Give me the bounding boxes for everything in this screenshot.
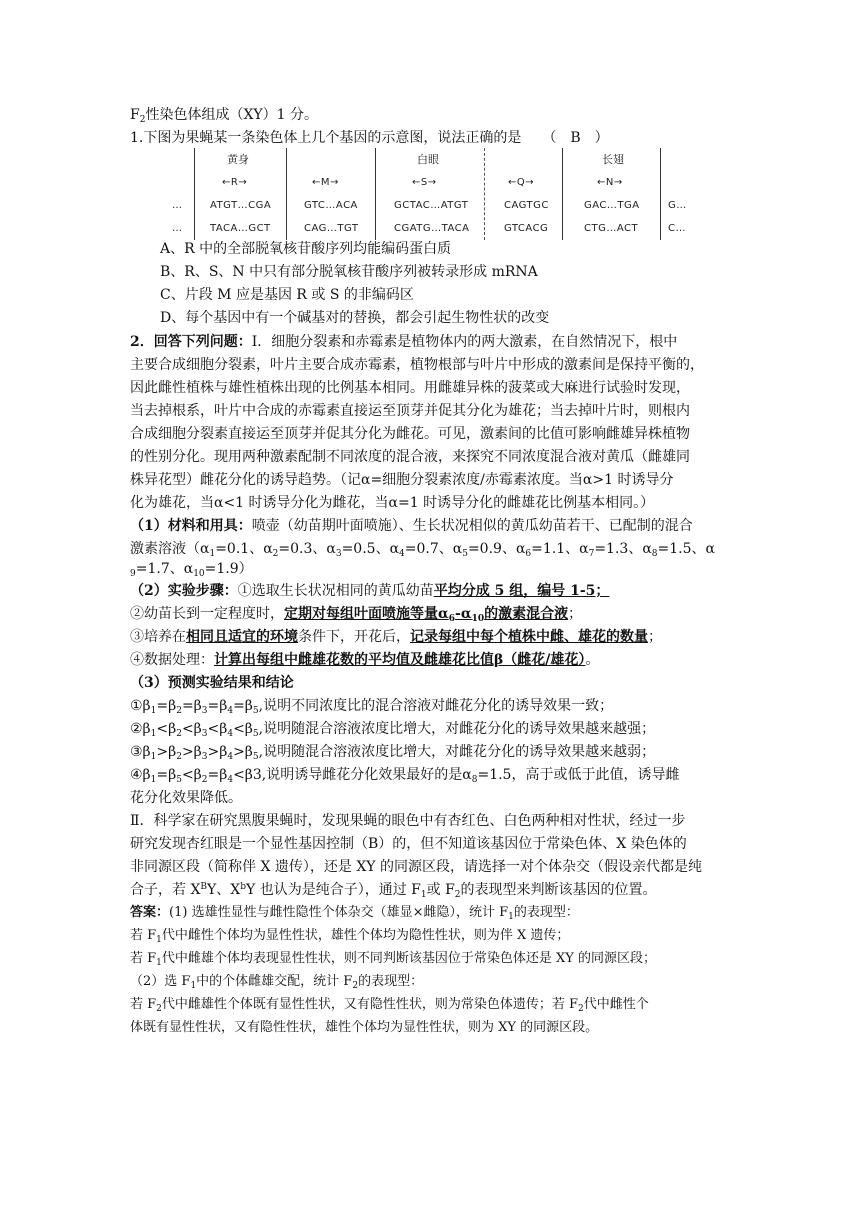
text: =1.5，高于或低于此值，诱导雌 [477, 767, 680, 783]
text: 喷壶（幼苗期叶面喷施）、生长状况相似的黄瓜幼苗若干、已配制的混合 [251, 518, 693, 534]
text: 若 F [130, 928, 157, 943]
answer-6: 体既有显性性状，又有隐性性状，雄性个体均为显性性状，则为 XY 的同源区段。 [130, 1020, 599, 1035]
option-d: D、每个基因中有一个碱基对的替换，都会引起生物性状的改变 [160, 310, 550, 326]
boundary-line [375, 148, 376, 240]
boundary-line [484, 148, 485, 240]
segment-label: ←N→ [597, 177, 623, 188]
answer-5: 若 $F_2$代中雌雄性个体既有显性性状，又有隐性性状，则为常染色体遗传；若 $F_2$代中雌性个 [130, 997, 649, 1014]
result-3: $③\beta_1>\beta_2>\beta_3>\beta_4>\beta_5$,说明随混合溶液浓度比增大，对雌花分化的诱导效果越来越弱； [130, 744, 656, 762]
boundary-line [562, 148, 563, 240]
text: 说明随混合溶液浓度比增大，对雌花分化的诱导效果越来越弱； [263, 744, 656, 760]
answer-text: 平均分成 5 组，编号 1-5； [433, 583, 610, 599]
segment-label: ←M→ [312, 177, 339, 188]
text: Y、X [207, 882, 241, 898]
q2-paragraph-line: 的性别分化。现用两种激素配制不同浓度的混合液，来探究不同浓度混合液对黄瓜（雌雄同 [130, 449, 690, 465]
text: 中的个体雌雄交配，统计 F [196, 974, 353, 989]
section-title: （2）实验步骤： [130, 583, 238, 599]
q2-paragraph-line: 主要合成细胞分裂素，叶片主要合成赤霉素，植物根部与叶片中形成的激素间是保持平衡的， [130, 357, 704, 373]
results-title: （3）预测实验结果和结论 [130, 675, 294, 691]
answer-2: 若 $F_1$代中雌性个体均为显性性状，雄性个体均为隐性性状，则为伴 X 遗传； [130, 928, 570, 945]
strand-seq: CTG…ACT [584, 223, 639, 234]
text: 的表现型： [513, 905, 579, 920]
strand-seq: CGATG…TACA [394, 223, 470, 234]
gene-name: 长翅 [602, 153, 624, 166]
text: 说明不同浓度比的混合溶液对雌花分化的诱导效果一致； [263, 698, 614, 714]
step-3 [130, 626, 730, 648]
q2-paragraph-line: 当去掉根系，叶片中合成的赤霉素直接运至顶芽并促其分化为雄花；当去掉叶片时，则根内 [130, 403, 690, 419]
strand-seq: G… [668, 200, 687, 211]
part-2-line: 合子，若 $X^BY$、$X^bY$ 也认为是纯合子），通过 $F_1$或 $F_2$的表现型来判断该基因的位置。 [130, 882, 657, 900]
boundary-line [194, 148, 195, 240]
q2-paragraph-line [130, 331, 730, 353]
section-title: （1）材料和用具： [130, 518, 252, 534]
answer-text: 记录每组中每个植株中雌、雄花的数量 [410, 629, 648, 645]
strand-seq: GCTAC…ATGT [394, 200, 469, 211]
boundary-line [286, 148, 287, 240]
text: ③培养在 [130, 629, 186, 645]
alpha-values-line: 激素溶液（$\alpha_1=0.1$、$\alpha_2=0.3$、$\alpha_3=0.5$、$\alpha_4=0.7$、$\alpha_5=0.9$、$\alpha_6=1.1$、$\alpha_7=1.3$、$\alpha_8=1.5$、α [130, 541, 715, 559]
strand-seq: ATGT…CGA [210, 200, 272, 211]
answer-text: 定期对每组叶面喷施等量$\alpha_6-\alpha_{10}$的激素混合液 [284, 606, 569, 624]
strand-seq: C… [668, 223, 686, 234]
result-1: $①\beta_1=\beta_2=\beta_3=\beta_4=\beta_5$,说明不同浓度比的混合溶液对雌花分化的诱导效果一致； [130, 698, 614, 716]
part-2-line: 非同源区段（简称伴 X 遗传），还是 XY 的同源区段，请选择一对个体杂交（假设亲代都是纯 [130, 859, 702, 875]
strand-seq: … [172, 200, 183, 211]
segment-label: ←S→ [412, 177, 437, 188]
text: Ⅰ．细胞分裂素和赤霉素是植物体内的两大激素，在自然情况下，根中 [251, 334, 678, 350]
answer-1: 答案：(1) 选雄性显性与雌性隐性个体杂交（雄显×雌隐），统计 $F_1$的表现型： [130, 905, 579, 922]
strand-seq: CAGTGC [504, 200, 549, 211]
strand-seq: GAC…TGA [584, 200, 640, 211]
text: ①选取生长状况相同的黄瓜幼苗 [237, 583, 434, 599]
segment-label: ←Q→ [508, 177, 535, 188]
materials-line [130, 515, 730, 537]
strand-seq: TACA…GCT [210, 223, 271, 234]
text: 代中雌雄个体均表现显性性状，则不同判断该基因位于常染色体还是 XY 的同源区段； [161, 951, 656, 966]
strand-seq: … [172, 223, 183, 234]
text: 的表现型来判断该基因的位置。 [460, 882, 657, 898]
subscript: 2 [139, 115, 146, 125]
text: 。 [585, 652, 600, 668]
text: 性染色体组成（XY）1 分。 [145, 107, 319, 123]
text: 若 F [130, 951, 157, 966]
answer-text: 相同且适宜的环境 [186, 629, 298, 645]
text: ； [648, 629, 662, 645]
option-a: A、R 中的全部脱氧核苷酸序列均能编码蛋白质 [160, 241, 452, 257]
question-1-stem: 1.下图为果蝇某一条染色体上几个基因的示意图，说法正确的是 （ B ） [130, 130, 609, 146]
boundary-line [660, 148, 661, 240]
gene-name: 黄身 [227, 153, 249, 166]
answer-text: 计算出每组中雌雄花数的平均值及雌雄花比值β（雌花/雄花） [214, 652, 586, 668]
text: ④数据处理： [130, 652, 214, 668]
strand-seq: CAG…TGT [304, 223, 359, 234]
step-1 [130, 580, 730, 602]
result-4-cont: 花分化效果降低。 [130, 790, 242, 806]
q2-paragraph-line: 合成细胞分裂素直接运至顶芽并促其分化为雌花。可见，激素间的比值可影响雌雄异株植物 [130, 426, 690, 442]
text: Y 也认为是纯合子），通过 F [246, 882, 421, 898]
strand-seq: GTCACG [504, 223, 549, 234]
gene-diagram [172, 145, 692, 245]
step-2 [130, 603, 730, 625]
text: 或 F [426, 882, 455, 898]
text: 代中雌雄性个体既有显性性状，又有隐性性状，则为常染色体遗传；若 F [161, 997, 579, 1012]
text: 条件下，开花后， [298, 629, 410, 645]
result-2: $②\beta_1<\beta_2<\beta_3<\beta_4<\beta_5$,说明随混合溶液浓度比增大，对雌花分化的诱导效果越来越强； [130, 721, 656, 739]
text: 说明诱导雌花分化效果最好的是α [266, 767, 472, 783]
segment-label: ←R→ [222, 177, 248, 188]
option-c: C、片段 M 应是基因 R 或 S 的非编码区 [160, 287, 414, 303]
continuation-line [130, 104, 730, 126]
text: （2）选 F [130, 974, 191, 989]
q2-paragraph-line: 因此雌性植株与雄性植株出现的比例基本相同。用雌雄异株的菠菜或大麻进行试验时发现， [130, 380, 690, 396]
answer-label: 答案： [130, 905, 170, 920]
text: ； [568, 606, 583, 622]
text: 合子，若 X [130, 882, 201, 898]
option-b: B、R、S、N 中只有部分脱氧核苷酸序列被转录形成 mRNA [160, 264, 538, 280]
alpha-values-line: $_9$=1.7、$\alpha_{10}=1.9$） [130, 561, 253, 579]
q2-paragraph-line: 株异花型）雌花分化的诱导趋势。（记α=细胞分裂素浓度/赤霉素浓度。当α>1 时诱导分 [130, 472, 674, 488]
part-2-line: 研究发现杏红眼是一个显性基因控制（B）的，但不知道该基因位于常染色体、X 染色体的 [130, 836, 687, 852]
answer-3: 若 $F_1$代中雌雄个体均表现显性性状，则不同判断该基因位于常染色体还是 XY 的同源区段； [130, 951, 656, 968]
text: 说明随混合溶液浓度比增大，对雌花分化的诱导效果越来越强； [263, 721, 656, 737]
text: 代中雌性个体均为显性性状，雄性个体均为隐性性状，则为伴 X 遗传； [161, 928, 570, 943]
text: 代中雌性个 [583, 997, 649, 1012]
answer-4: （2）选 $F_1$中的个体雌雄交配，统计 $F_2$的表现型： [130, 974, 424, 991]
text: 若 F [130, 997, 157, 1012]
result-4: $④\beta_1=\beta_5<\beta_2=\beta_4<\beta 3$,说明诱导雌花分化效果最好的是$\alpha_8=1.5$，高于或低于此值，诱导雌 [130, 767, 680, 785]
step-4 [130, 649, 730, 671]
strand-seq: GTC…ACA [304, 200, 358, 211]
q2-paragraph-line: 化为雄花，当α<1 时诱导分化为雌花，当α=1 时诱导分化的雌雄花比例基本相同。） [130, 495, 655, 511]
part-2-line: Ⅱ．科学家在研究黑腹果蝇时，发现果蝇的眼色中有杏红色、白色两种相对性状，经过一步 [130, 813, 686, 829]
text: (1) 选雄性显性与雌性隐性个体杂交（雄显×雌隐），统计 F [169, 905, 509, 920]
text: F [130, 107, 140, 123]
gene-name: 白眼 [417, 153, 439, 166]
text: ②幼苗长到一定程度时， [130, 606, 284, 622]
text: 的表现型： [358, 974, 424, 989]
q2-title: 2．回答下列问题： [130, 334, 252, 350]
